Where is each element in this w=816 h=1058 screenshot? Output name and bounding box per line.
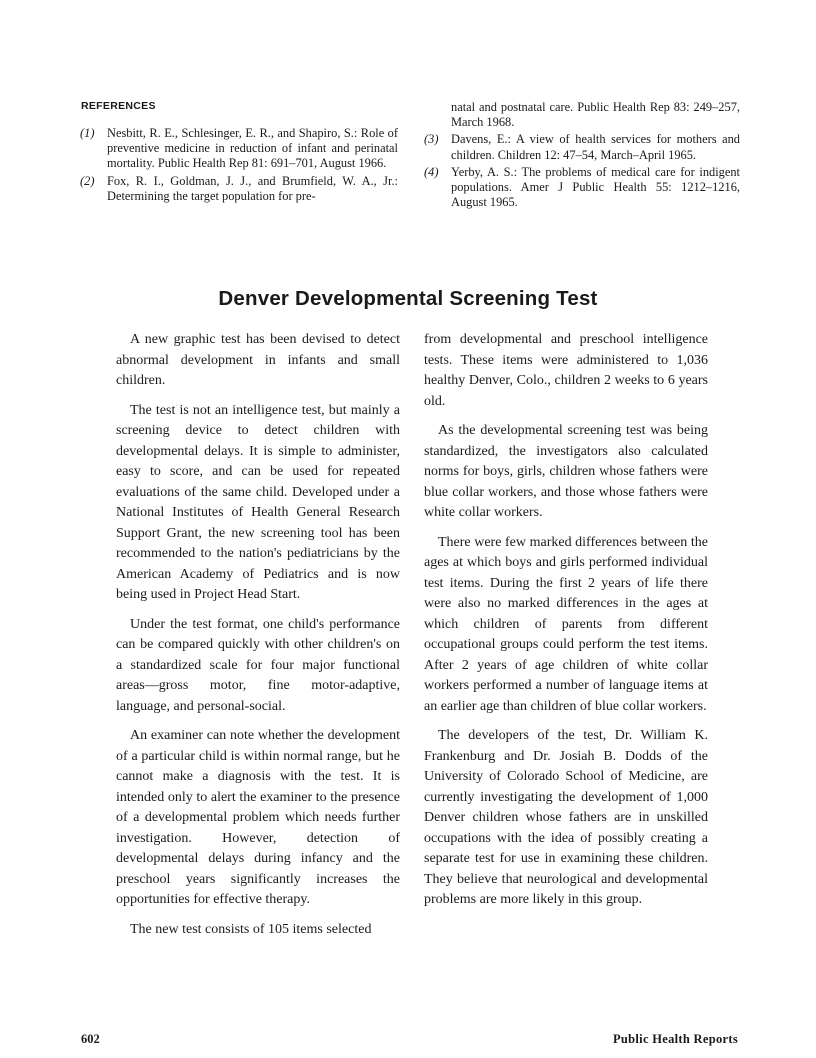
reference-text: Nesbitt, R. E., Schlesinger, E. R., and Shapiro, S.: Role of preventive medicine in reduction of infant and perinatal mortality. Public Health Rep 81: 691–701, August 1966.	[107, 126, 398, 171]
article-paragraph: The developers of the test, Dr. William K. Frankenburg and Dr. Josiah B. Dodds of the University of Colorado School of Medicine, are currently investigating the development of 1,000 Denver children whose fathers are in unskilled occupations with the idea of possibly creating a separate test for use in examining these children. They believe that neurological and developmental problems are more likely in this group.	[424, 728, 708, 907]
article-title: Denver Developmental Screening Test	[218, 287, 598, 310]
reference-number: (4)	[424, 164, 439, 179]
references-right-column	[424, 100, 740, 212]
reference-continuation	[424, 100, 740, 130]
reference-item	[424, 132, 740, 162]
reference-number: (3)	[424, 132, 439, 147]
article-paragraph: A new graphic test has been devised to detect abnormal development in infants and small children.	[116, 332, 400, 388]
article-paragraph: The new test consists of 105 items selected	[130, 921, 372, 937]
references-left-column	[80, 126, 398, 206]
reference-text: Fox, R. I., Goldman, J. J., and Brumfield, W. A., Jr.: Determining the target population for pre-	[107, 173, 398, 203]
references-heading: REFERENCES	[81, 100, 156, 112]
reference-text: Davens, E.: A view of health services for mothers and children. Children 12: 47–54, March–April 1965.	[451, 132, 740, 162]
article-paragraph: There were few marked differences between the ages at which boys and girls performed individual test items. During the first 2 years of life there were also no marked differences in the ages at which children of parents from different occupational groups could perform the test items. After 2 years of age children of white collar workers performed a number of language items at an earlier age than children of blue collar workers.	[424, 534, 708, 714]
article-paragraph: The test is not an intelligence test, but mainly a screening device to detect children with developmental delays. It is simple to administer, easy to score, and can be used for repeated evaluations of the same child. Developed under a National Institutes of Health General Research Support Grant, the new screening tool has been recommended to the nation's pediatricians by the American Academy of Pediatrics and is now being used in Project Head Start.	[116, 402, 400, 602]
article-left-column	[116, 330, 400, 949]
article-paragraph: As the developmental screening test was being standardized, the investigators also calculated norms for boys, girls, children whose fathers were blue collar workers, and those whose fathers were white collar workers.	[424, 423, 708, 520]
article-paragraph-continuation: from developmental and preschool intelligence tests. These items were administered to 1,036 healthy Denver, Colo., children 2 weeks to 6 years old.	[424, 332, 708, 409]
article-paragraph: An examiner can note whether the development of a particular child is within normal range, but he cannot make a diagnosis with the test. It is intended only to alert the examiner to the presence of a developmental problem which needs further investigation. However, detection of developmental delays during infancy and the preschool years significantly increases the opportunities for effective therapy.	[116, 728, 400, 907]
reference-item	[80, 174, 398, 204]
article-right-column	[424, 330, 708, 920]
reference-text: Yerby, A. S.: The problems of medical care for indigent populations. Amer J Public Health 55: 1212–1216, August 1965.	[451, 164, 740, 210]
reference-text: natal and postnatal care. Public Health Rep 83: 249–257, March 1968.	[451, 100, 740, 130]
reference-item	[80, 126, 398, 172]
reference-number: (2)	[80, 173, 95, 188]
page-number: 602	[81, 1032, 100, 1046]
journal-name: Public Health Reports	[612, 1032, 738, 1046]
reference-number: (1)	[80, 126, 95, 140]
article-paragraph: Under the test format, one child's performance can be compared quickly with other children's on a standardized scale for four major functional areas—gross motor, fine motor-adaptive, language, and personal-social.	[116, 616, 400, 714]
reference-item	[424, 165, 740, 211]
